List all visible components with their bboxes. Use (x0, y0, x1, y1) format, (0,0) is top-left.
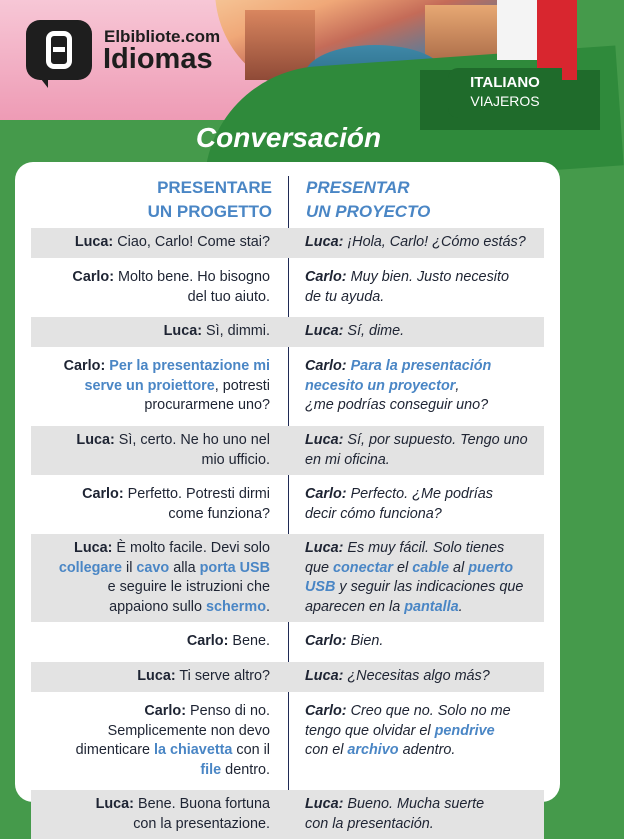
text-segment: Ciao, Carlo! Come stai? (113, 234, 270, 250)
speaker-name: Carlo: (186, 633, 229, 649)
text-segment: con la presentazione. (133, 815, 270, 832)
text-line (31, 431, 270, 451)
text-segment: il (122, 559, 137, 576)
text-segment: Penso di no. (185, 703, 270, 719)
text-segment: que (305, 559, 334, 576)
vocab-highlight: necesito un proyector (305, 377, 456, 394)
text-segment: Sí, por supuesto. Tengo uno (343, 432, 528, 448)
text-line (305, 667, 544, 687)
text-segment: Bueno. Mucha suerte (343, 796, 485, 812)
text-segment: Muy bien. Justo necesito (346, 269, 509, 285)
spanish-line (305, 702, 544, 761)
text-line (31, 288, 270, 308)
italian-line (31, 539, 272, 617)
spanish-line (305, 322, 544, 342)
text-segment: del tuo aiuto. (187, 288, 270, 305)
text-segment: decir cómo funciona? (305, 505, 442, 522)
speaker-name: Luca: (305, 323, 344, 339)
speaker-name: Carlo: (82, 486, 124, 502)
text-segment: , (455, 377, 460, 394)
speaker-name: Carlo: (305, 358, 347, 374)
vocab-highlight: schermo (206, 598, 266, 615)
text-segment: alla (169, 559, 200, 576)
vocab-highlight: Per la presentazione mi (109, 358, 270, 374)
text-segment: el (393, 559, 413, 576)
italian-line (31, 485, 272, 524)
text-segment: Bene. (228, 633, 270, 649)
text-line (31, 578, 270, 598)
text-line (305, 485, 544, 505)
text-segment: ¿Necesitas algo más? (343, 668, 490, 684)
text-segment: . (266, 598, 270, 615)
text-line (305, 632, 544, 652)
spanish-column-heading (306, 176, 546, 224)
speaker-name: Luca: (137, 668, 176, 684)
vocab-highlight: pantalla (404, 598, 459, 615)
vocab-highlight: conectar (333, 559, 394, 576)
spanish-line (305, 667, 544, 687)
vocab-highlight: porta USB (199, 559, 270, 576)
speaker-name: Carlo: (72, 269, 114, 285)
vocab-highlight: cavo (136, 559, 170, 576)
tag-topic: VIAJEROS (470, 93, 540, 109)
italian-heading-line2: UN PROGETTO (147, 202, 272, 221)
italian-heading-line1: PRESENTARE (157, 178, 272, 197)
text-line (305, 322, 544, 342)
text-line (31, 598, 270, 618)
category-tag (448, 68, 562, 118)
italian-line (31, 702, 272, 780)
text-line (31, 451, 270, 471)
speaker-name: Carlo: (305, 633, 347, 649)
vocab-highlight: la chiavetta (154, 742, 233, 758)
text-line (305, 396, 544, 416)
text-line (305, 795, 544, 815)
text-segment: Semplicemente non devo (107, 722, 270, 739)
text-segment: . (458, 598, 463, 615)
logo-brand-name[interactable]: Idiomas (103, 43, 213, 75)
logo-site-name[interactable]: Elbibliote.com (104, 27, 221, 46)
text-segment: en mi oficina. (305, 451, 390, 468)
text-line (305, 539, 544, 559)
text-segment: Molto bene. Ho bisogno (114, 269, 270, 285)
spanish-line (305, 539, 544, 617)
text-line (31, 505, 270, 525)
spanish-line (305, 795, 544, 834)
speaker-name: Luca: (305, 432, 344, 448)
text-line (31, 815, 270, 835)
tag-language: ITALIANO (470, 74, 540, 91)
text-line (305, 505, 544, 525)
text-line (31, 761, 270, 781)
text-segment: de tu ayuda. (305, 288, 385, 305)
text-line (31, 795, 270, 815)
text-line (305, 722, 544, 742)
text-line (31, 268, 270, 288)
text-segment: Sì, dimmi. (202, 323, 270, 339)
italian-line (31, 322, 272, 342)
text-segment: Ti serve altro? (175, 668, 270, 684)
speaker-name: Luca: (95, 796, 134, 812)
text-line (31, 667, 270, 687)
dialogue-row (31, 426, 544, 475)
text-segment: Sí, dime. (343, 323, 405, 339)
text-segment: dentro. (221, 761, 270, 778)
text-segment: Sì, certo. Ne ho uno nel (114, 432, 270, 448)
text-segment: con el (305, 742, 348, 758)
conversation-card (15, 162, 560, 832)
text-line (305, 559, 544, 579)
italian-line (31, 795, 272, 834)
text-line (31, 722, 270, 742)
text-line (305, 741, 544, 761)
text-line (305, 702, 544, 722)
text-line (305, 268, 544, 288)
italian-line (31, 268, 272, 307)
vocab-highlight: serve un proiettore (84, 377, 215, 394)
italian-line (31, 667, 272, 687)
speaker-name: Carlo: (305, 703, 347, 719)
dialogue-row (31, 534, 544, 622)
speaker-name: Carlo: (305, 269, 347, 285)
dialogue-row (31, 662, 544, 692)
text-segment: Es muy fácil. Solo tienes (343, 540, 505, 556)
text-line (31, 702, 270, 722)
speaker-name: Carlo: (144, 703, 186, 719)
text-line (31, 632, 270, 652)
text-line (31, 396, 270, 416)
dialogue-row (31, 263, 544, 312)
text-segment: con la presentación. (305, 815, 434, 832)
flag-white-stripe (497, 0, 537, 60)
italian-line (31, 357, 272, 416)
logo-letter-mark (46, 31, 72, 69)
speaker-name: Luca: (163, 323, 203, 339)
italian-line (31, 632, 272, 652)
text-segment: aparecen en la (305, 598, 405, 615)
text-segment: come funziona? (168, 505, 270, 522)
text-line (305, 357, 544, 377)
dialogue-row (31, 697, 544, 785)
dialogue-row (31, 352, 544, 421)
vocab-highlight: file (200, 761, 222, 778)
vocab-highlight: Para la presentación (350, 358, 492, 374)
spanish-line (305, 431, 544, 470)
vocab-highlight: pendrive (434, 722, 495, 739)
dialogue-row (31, 317, 544, 347)
dialogue-row (31, 480, 544, 529)
speaker-name: Carlo: (63, 358, 106, 374)
spanish-heading-line1: PRESENTAR (306, 178, 410, 197)
text-segment: e seguire le istruzioni che (107, 579, 270, 595)
italian-line (31, 233, 272, 253)
page-title: Conversación (195, 122, 382, 153)
dialogue-row (31, 790, 544, 839)
speaker-name: Luca: (305, 668, 344, 684)
speaker-name: Luca: (305, 540, 344, 556)
spanish-line (305, 485, 544, 524)
speaker-name: Carlo: (305, 486, 347, 502)
text-line (305, 288, 544, 308)
text-line (305, 451, 544, 471)
text-segment: tengo que olvidar el (305, 722, 435, 739)
speaker-name: Luca: (305, 796, 344, 812)
vocab-highlight: cable (412, 559, 450, 576)
text-segment: Bien. (346, 633, 384, 649)
text-line (31, 233, 270, 253)
italian-line (31, 431, 272, 470)
text-line (305, 578, 544, 598)
header-banner (0, 0, 577, 120)
text-segment: ¡Hola, Carlo! ¿Cómo estás? (343, 234, 526, 250)
text-segment: Perfecto. ¿Me podrías (346, 486, 493, 502)
text-line (305, 431, 544, 451)
text-segment: Creo que no. Solo no me (346, 703, 511, 719)
italian-column-heading (15, 176, 272, 224)
text-segment: al (449, 559, 469, 576)
dialogue-row (31, 228, 544, 258)
spanish-line (305, 357, 544, 416)
spanish-heading-line2: UN PROYECTO (306, 202, 431, 221)
text-line (31, 357, 270, 377)
text-segment: appaiono sullo (109, 598, 206, 615)
text-segment: mio ufficio. (201, 451, 270, 468)
vocab-highlight: collegare (58, 559, 123, 576)
text-segment: , potresti (214, 377, 270, 394)
spanish-line (305, 268, 544, 307)
vocab-highlight: puerto (468, 559, 514, 576)
text-segment: adentro. (398, 742, 456, 758)
text-segment: Bene. Buona fortuna (133, 796, 270, 812)
text-segment: Perfetto. Potresti dirmi (123, 486, 270, 502)
text-line (305, 598, 544, 618)
text-segment: dimenticare (75, 742, 155, 758)
text-line (31, 539, 270, 559)
vocab-highlight: archivo (347, 742, 399, 758)
vocab-highlight: USB (305, 579, 336, 595)
text-line (31, 741, 270, 761)
dialogue-row (31, 627, 544, 657)
text-segment: y seguir las indicaciones que (335, 579, 524, 595)
speaker-name: Luca: (74, 540, 113, 556)
text-line (31, 322, 270, 342)
text-segment: con il (232, 742, 270, 758)
text-line (31, 559, 270, 579)
text-segment: È molto facile. Devi solo (112, 540, 270, 556)
text-line (305, 377, 544, 397)
text-line (31, 485, 270, 505)
speaker-name: Luca: (305, 234, 344, 250)
spanish-line (305, 632, 544, 652)
text-segment: procurarmene uno? (144, 397, 270, 413)
text-line (305, 233, 544, 253)
text-line (31, 377, 270, 397)
text-line (305, 815, 544, 835)
spanish-line (305, 233, 544, 253)
speaker-name: Luca: (76, 432, 115, 448)
text-segment: ¿me podrías conseguir uno? (305, 397, 489, 413)
logo-bubble-tail (34, 70, 48, 88)
speaker-name: Luca: (74, 234, 114, 250)
